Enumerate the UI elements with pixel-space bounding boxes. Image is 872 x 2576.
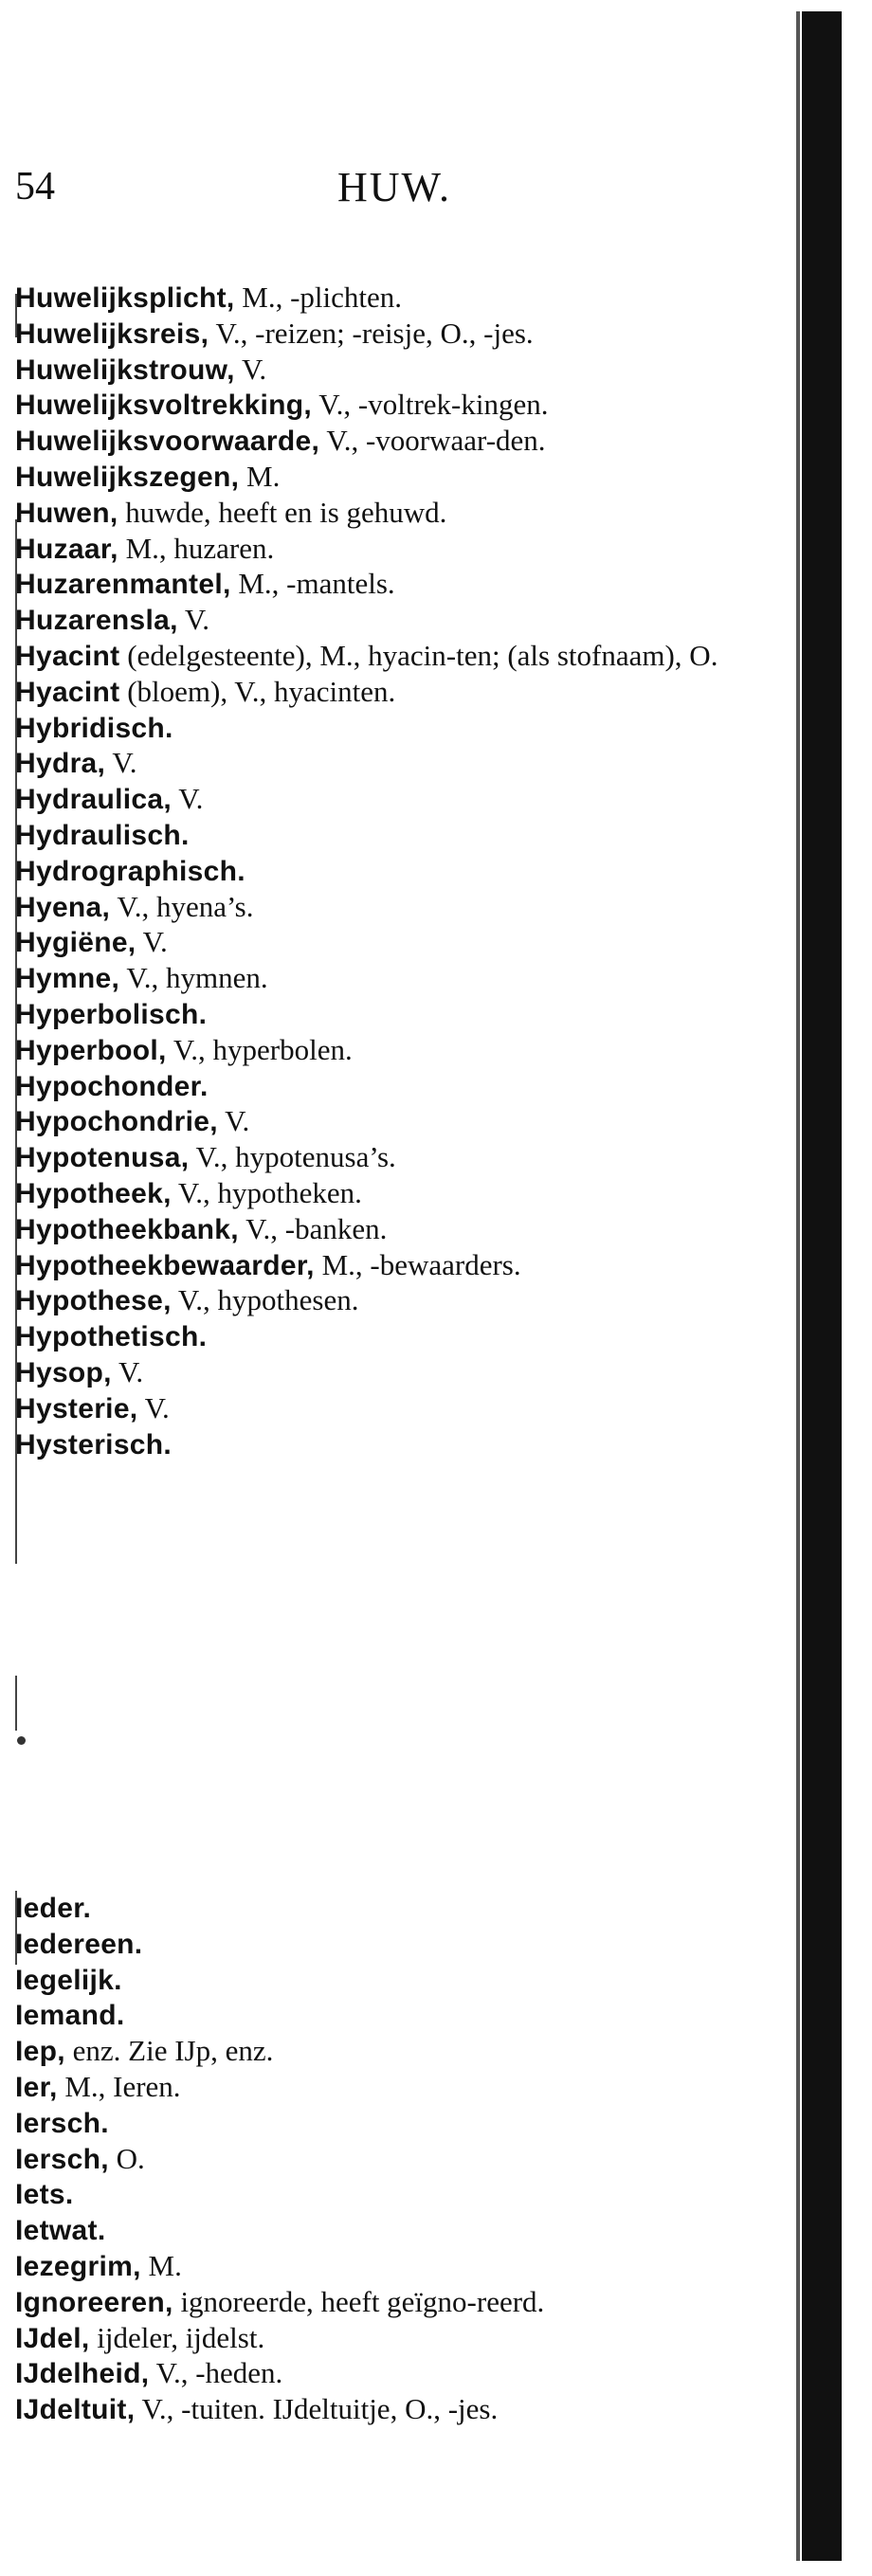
dictionary-entry — [15, 1104, 742, 1140]
dictionary-entry — [15, 495, 742, 532]
entry-definition: V., hypotheken. — [171, 1175, 362, 1209]
entry-definition: V., -banken. — [238, 1211, 388, 1245]
entry-definition: V., hymnen. — [119, 961, 268, 995]
entry-headword: Iegelijk. — [15, 1964, 122, 1996]
dictionary-entry — [15, 2141, 742, 2178]
dictionary-entry — [15, 711, 742, 747]
dictionary-entry — [15, 1963, 742, 1999]
dictionary-entry — [15, 352, 742, 389]
entry-headword: Hypothese, — [15, 1285, 172, 1317]
dictionary-entry — [15, 459, 742, 496]
entry-headword: Hydrographisch. — [15, 855, 245, 887]
entry-headword: Huwelijksvoorwaarde, — [15, 426, 320, 458]
entry-headword: IJdelheid, — [15, 2358, 150, 2390]
margin-mark-middle — [15, 1676, 17, 1731]
entry-list-i — [15, 1891, 742, 2428]
dictionary-entry — [15, 424, 742, 460]
dictionary-entry — [15, 997, 742, 1033]
entry-definition: V. — [177, 603, 210, 637]
dictionary-entry — [15, 1427, 742, 1463]
dictionary-entry — [15, 2069, 742, 2106]
dictionary-entry — [15, 567, 742, 603]
entry-headword: Hyena, — [15, 891, 111, 923]
entry-definition: M. — [239, 459, 281, 493]
entry-definition: V., -tuiten. IJdeltuitje, O., -jes. — [135, 2392, 499, 2426]
entry-list-h — [15, 281, 742, 1462]
dictionary-entry — [15, 2177, 742, 2213]
entry-headword: Huwelijkszegen, — [15, 461, 240, 493]
entry-definition: V. — [234, 352, 267, 386]
entry-definition: M., Ieren. — [57, 2069, 181, 2103]
entry-headword: Hypotenusa, — [15, 1142, 190, 1174]
dictionary-entry — [15, 782, 742, 818]
entry-definition: V. — [172, 782, 204, 816]
entry-headword: Ietwat. — [15, 2215, 106, 2247]
page-number: 54 — [15, 165, 55, 209]
dictionary-entry — [15, 2106, 742, 2142]
dictionary-entry — [15, 316, 742, 353]
dictionary-entry — [15, 925, 742, 961]
dictionary-entry — [15, 603, 742, 639]
dictionary-entry — [15, 531, 742, 568]
dictionary-entry — [15, 1175, 742, 1212]
entry-definition: V. — [105, 746, 137, 780]
entry-headword: Huzaar, — [15, 533, 118, 565]
entry-headword: Hydra, — [15, 748, 106, 780]
dictionary-entry — [15, 889, 742, 926]
entry-definition: M. — [140, 2248, 182, 2282]
entry-headword: Hypotheekbank, — [15, 1213, 239, 1245]
entry-definition: M., -plichten. — [234, 281, 403, 314]
entry-definition: ignoreerde, heeft geïgno-reerd. — [173, 2284, 545, 2318]
dictionary-entry — [15, 961, 742, 997]
entry-headword: Hypochonder. — [15, 1070, 209, 1102]
entry-definition: V. — [111, 1354, 144, 1388]
entry-definition: ijdeler, ijdelst. — [89, 2320, 265, 2354]
entry-headword: Hypochondrie, — [15, 1106, 218, 1138]
entry-definition: V., hyperbolen. — [166, 1032, 353, 1066]
entry-definition: enz. Zie IJp, enz. — [64, 2034, 274, 2068]
entry-headword: Hygiëne, — [15, 927, 136, 959]
entry-headword: Iemand. — [15, 2000, 125, 2032]
dictionary-entry — [15, 2392, 742, 2428]
dictionary-entry — [15, 1283, 742, 1319]
dictionary-entry — [15, 1069, 742, 1105]
entry-definition: V. — [136, 925, 168, 959]
entry-headword: Hydraulisch. — [15, 819, 190, 851]
entry-headword: Hysop, — [15, 1356, 112, 1388]
entry-headword: Ier, — [15, 2071, 58, 2103]
entry-headword: Ieder. — [15, 1893, 92, 1924]
entry-definition: V., -voorwaar-den. — [319, 424, 546, 458]
entry-headword: Hybridisch. — [15, 712, 173, 744]
entry-headword: Hysterisch. — [15, 1428, 173, 1460]
entry-headword: Hypotheekbewaarder, — [15, 1249, 315, 1281]
dictionary-entry — [15, 2356, 742, 2392]
dictionary-entry — [15, 1998, 742, 2034]
entry-definition: V. — [217, 1104, 250, 1138]
dictionary-entry — [15, 1319, 742, 1355]
entry-headword: IJdel, — [15, 2322, 90, 2354]
entry-definition: huwde, heeft en is gehuwd. — [118, 495, 447, 529]
entry-headword: Hyacint — [15, 640, 120, 672]
entry-headword: Ignoreeren, — [15, 2286, 173, 2318]
entry-definition: M., -bewaarders. — [314, 1247, 521, 1281]
entry-headword: Hyacint — [15, 676, 120, 708]
entry-definition: (edelgesteente), M., hyacin-ten; (als stofnaam), O. — [119, 638, 718, 672]
dictionary-entry — [15, 2248, 742, 2285]
entry-definition: V., hypothesen. — [171, 1283, 359, 1317]
dictionary-entry — [15, 1891, 742, 1927]
dictionary-entry — [15, 818, 742, 854]
entry-headword: Iets. — [15, 2179, 74, 2211]
dictionary-entry — [15, 1247, 742, 1284]
dictionary-entry — [15, 2034, 742, 2070]
entry-headword: Huzarensla, — [15, 605, 178, 637]
dictionary-entry — [15, 388, 742, 424]
dictionary-entry — [15, 2213, 742, 2249]
entry-headword: Huwelijkstrouw, — [15, 354, 235, 386]
entry-headword: IJdeltuit, — [15, 2394, 136, 2426]
dictionary-entry — [15, 854, 742, 890]
entry-headword: Hyperbolisch. — [15, 998, 208, 1030]
binding-shadow-edge — [796, 11, 800, 2561]
entry-definition: V. — [137, 1390, 170, 1424]
entry-headword: Iersch. — [15, 2107, 109, 2139]
dictionary-entry — [15, 1390, 742, 1427]
dictionary-entry — [15, 638, 742, 675]
entry-headword: Hymne, — [15, 963, 120, 995]
entry-definition: V., hyena’s. — [110, 889, 254, 923]
dictionary-entry — [15, 1032, 742, 1069]
entry-headword: Hyperbool, — [15, 1034, 167, 1066]
entry-definition: (bloem), V., hyacinten. — [119, 674, 396, 708]
entry-headword: Iersch, — [15, 2143, 109, 2175]
entry-headword: Hypothetisch. — [15, 1321, 208, 1353]
entry-definition: V., -voltrek-kingen. — [312, 388, 549, 422]
entry-headword: Huzarenmantel, — [15, 569, 231, 601]
entry-headword: Hysterie, — [15, 1392, 138, 1424]
running-head: HUW. — [337, 164, 452, 210]
entry-definition: M., -mantels. — [230, 567, 395, 601]
entry-headword: Huwelijksreis, — [15, 317, 209, 350]
dictionary-entry — [15, 674, 742, 711]
entry-headword: Iezegrim, — [15, 2250, 141, 2282]
entry-definition: M., huzaren. — [118, 531, 275, 565]
entry-headword: Huwelijksplicht, — [15, 282, 235, 314]
entry-definition: V., -reizen; -reisje, O., -jes. — [209, 316, 534, 350]
entry-headword: Hypotheek, — [15, 1177, 172, 1209]
dictionary-entry — [15, 1354, 742, 1391]
entry-definition: V., hypotenusa’s. — [189, 1140, 396, 1174]
binding-shadow — [802, 11, 842, 2561]
dictionary-entry — [15, 281, 742, 317]
dictionary-entry — [15, 746, 742, 782]
entry-headword: Huwelijksvoltrekking, — [15, 390, 313, 422]
dictionary-entry — [15, 2284, 742, 2321]
dictionary-entry — [15, 1140, 742, 1176]
entry-headword: Iedereen. — [15, 1928, 143, 1960]
dictionary-entry — [15, 1927, 742, 1963]
entry-headword: Huwen, — [15, 497, 118, 529]
dictionary-entry — [15, 1211, 742, 1248]
entry-headword: Hydraulica, — [15, 784, 173, 816]
entry-definition: V., -heden. — [149, 2356, 283, 2390]
entry-definition: O. — [108, 2141, 145, 2175]
entry-headword: Iep, — [15, 2036, 65, 2068]
dictionary-entry — [15, 2320, 742, 2357]
margin-speck — [17, 1736, 26, 1745]
